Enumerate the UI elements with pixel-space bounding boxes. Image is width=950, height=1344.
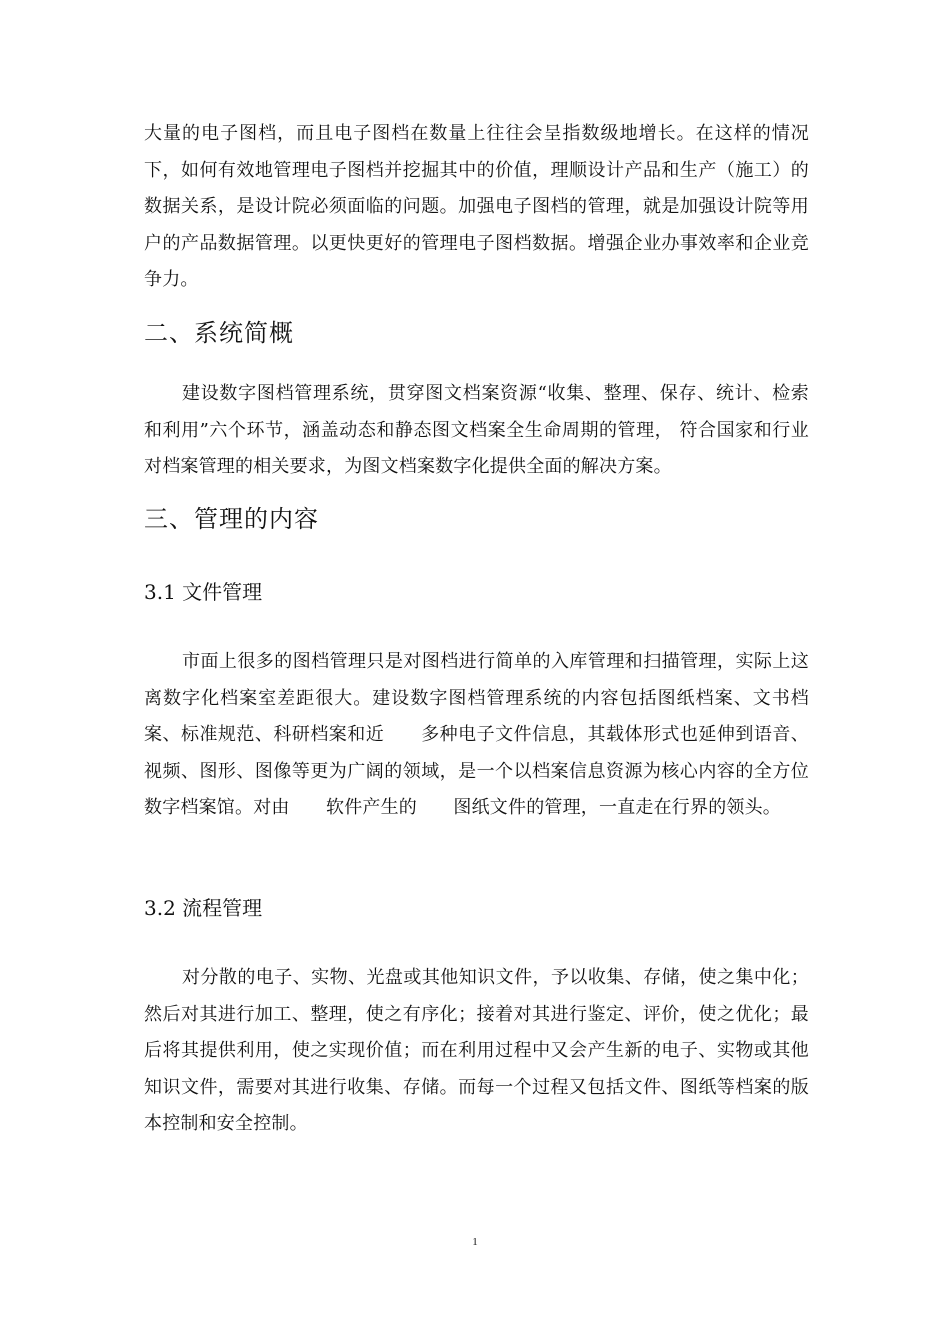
page-number: 1 xyxy=(472,1236,478,1248)
section-2-paragraph: 建设数字图档管理系统，贯穿图文档案资源“收集、整理、保存、统计、检索和利用”六个环节，涵盖动态和静态图文档案全生命周期的管理， 符合国家和行业对档案管理的相关要求，为图文档案数字化提供全面的解决方案。 xyxy=(144,383,809,478)
section-3-2-paragraph: 对分散的电子、实物、光盘或其他知识文件，予以收集、存储，使之集中化；然后对其进行加工、整理，使之有序化；接着对其进行鉴定、评价，使之优化；最后将其提供利用，使之实现价值；而在利用过程中又会产生新的电子、实物或其他知识文件，需要对其进行收集、存储。而每一个过程又包括文件、图纸等档案的版本控制和安全控制。 xyxy=(144,967,809,1135)
section-3-1-heading: 3.1 文件管理 xyxy=(144,580,263,604)
section-2-heading: 二、系统简概 xyxy=(144,319,294,347)
section-3-2-heading: 3.2 流程管理 xyxy=(144,896,263,920)
section-3-1-paragraph: 市面上很多的图档管理只是对图档进行简单的入库管理和扫描管理，实际上这离数字化档案室差距很大。建设数字图档管理系统的内容包括图纸档案、文书档案、标准规范、科研档案和近 多种电子文件信息，其载体形式也延伸到语音、视频、图形、图像等更为广阔的领域，是一个以档案信息资源为核心内容的全方位数字档案馆。对由 软件产生的 图纸文件的管理，一直走在行界的领头。 xyxy=(144,651,809,819)
intro-paragraph: 大量的电子图档，而且电子图档在数量上往往会呈指数级地增长。在这样的情况下，如何有效地管理电子图档并挖掘其中的价值，理顺设计产品和生产（施工）的数据关系，是设计院必须面临的问题。加强电子图档的管理，就是加强设计院等用户的产品数据管理。以更快更好的管理电子图档数据。增强企业办事效率和企业竞争力。 xyxy=(144,123,809,291)
section-3-heading: 三、管理的内容 xyxy=(144,505,319,533)
